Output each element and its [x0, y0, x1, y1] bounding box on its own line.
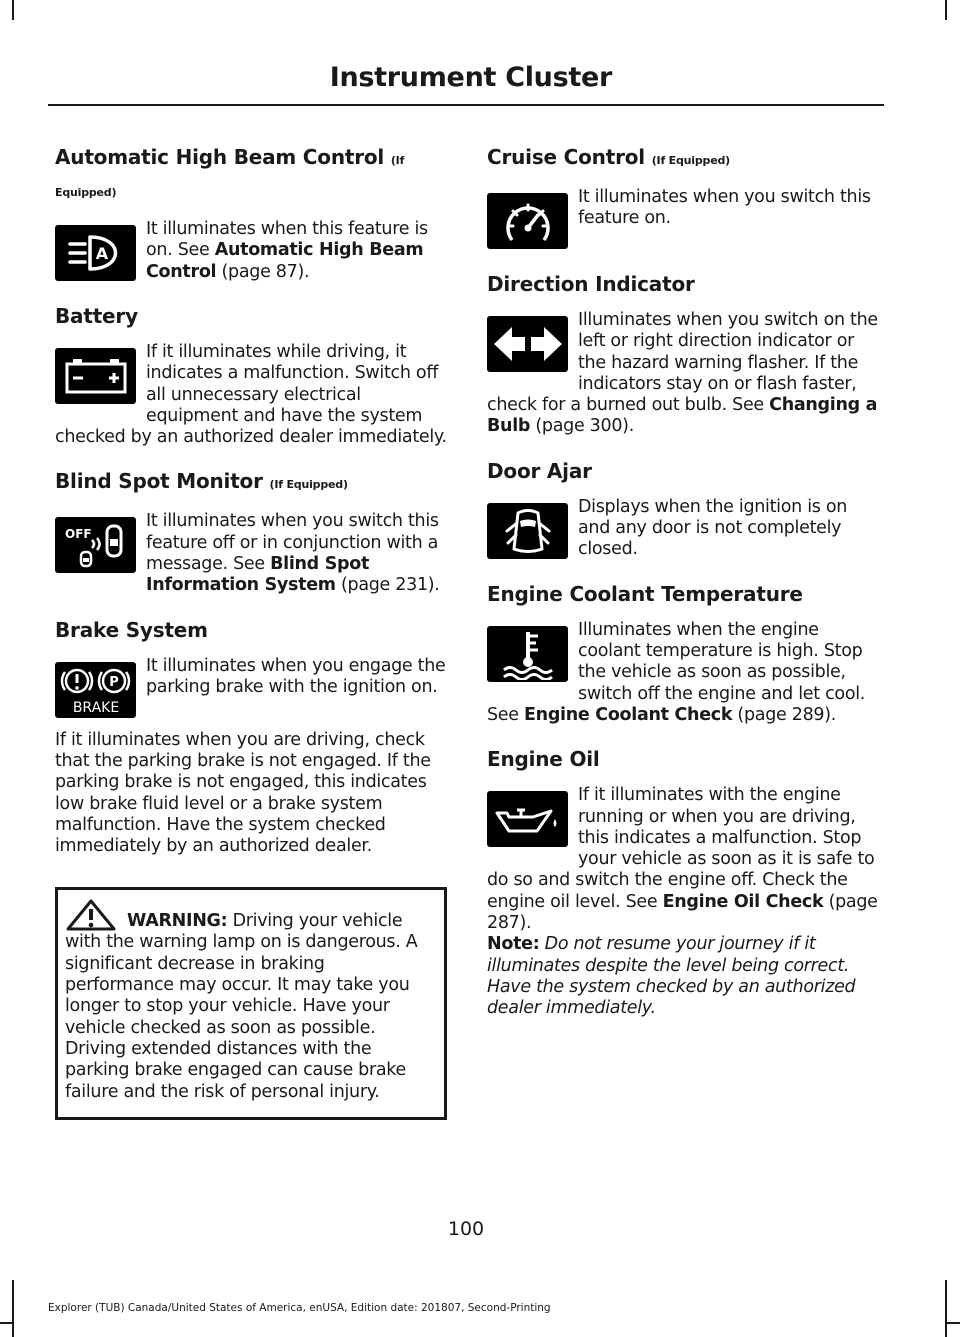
battery-icon: [55, 348, 136, 404]
warning-text: with the warning lamp on is dangerous. A significant decrease in braking performance may occur. It may take you longer to stop your vehicle. Have your vehicle checked as soon as possible. Driving extended distances with the parking brake engaged can cause brake failure and the risk of personal injury.: [65, 932, 418, 1102]
header-rule: [48, 104, 884, 106]
blind-spot-icon-label: OFF: [64, 527, 92, 542]
coolant-link[interactable]: Engine Coolant Check: [524, 704, 733, 725]
warning-box: [55, 887, 447, 1119]
direction-text: Illuminates when you switch on the left or right direction indicator or the hazard warning flasher. If the indicators stay on or flash faster, check for a burned out bulb. See Changing a Bulb (page 300).: [487, 310, 878, 437]
entry: [487, 187, 879, 251]
warning-triangle-icon: [65, 898, 117, 932]
oil-link[interactable]: Engine Oil Check: [662, 891, 824, 912]
section-high-beam: [55, 143, 447, 283]
direction-indicator-icon: [487, 316, 568, 372]
svg-text:P: P: [108, 674, 119, 690]
section-title: Door Ajar: [487, 458, 592, 483]
section-cruise: [487, 143, 879, 251]
entry: [487, 620, 879, 726]
svg-text:A: A: [95, 244, 108, 263]
brake-text-2: If it illuminates when you are driving, check that the parking brake is not engaged. If the parking brake is not engaged, this indicates low brake fluid level or a brake system malfunction. Have the system checked immediately by an authorized dealer.: [55, 729, 431, 857]
entry: [55, 219, 447, 283]
cruise-control-icon: [487, 193, 568, 249]
section-title: Cruise Control (If Equipped): [487, 145, 730, 169]
section-title: Battery: [55, 304, 138, 328]
brake-text: It illuminates when you engage the parking brake with the ignition on.: [146, 655, 446, 697]
section-coolant: [487, 580, 879, 726]
door-ajar-icon: [487, 503, 568, 559]
crop-mark-bottom-right: [945, 1280, 947, 1337]
left-column: [55, 143, 447, 1139]
direction-link[interactable]: Changing a Bulb: [487, 395, 878, 437]
crop-mark-bottom-left-h: [0, 1322, 12, 1324]
entry: [55, 656, 447, 720]
section-door: [487, 457, 879, 561]
cruise-text: It illuminates when you switch this feature on.: [578, 187, 871, 229]
section-blind-spot: [55, 467, 447, 596]
oil-note: Note: Do not resume your journey if it illuminates despite the level being correct. Have the system checked by an authorized dealer immediately.: [487, 934, 856, 1019]
blind-spot-text: It illuminates when you switch this feature off or in conjunction with a message. See Blind Spot Information System (page 231).: [146, 511, 440, 596]
warning-head: [65, 898, 436, 932]
brake-warning-icon: [55, 662, 136, 718]
page-title: Instrument Cluster: [329, 62, 612, 93]
entry: [487, 497, 879, 561]
entry: [487, 785, 879, 934]
oil-text: If it illuminates with the engine running or when you are driving, this indicates a malfunction. Stop your vehicle as soon as it is safe to do so and switch the engine off. Check the engine oil level. See Engine Oil Check (page 287).: [487, 785, 878, 934]
auto-high-beam-icon: [55, 225, 136, 281]
blind-spot-off-icon: [55, 517, 136, 573]
entry: [55, 511, 447, 596]
footer-text: Explorer (TUB) Canada/United States of America, enUSA, Edition date: 201807, Second-Printing: [48, 1302, 551, 1314]
blind-spot-link[interactable]: Blind Spot Information System: [146, 554, 370, 596]
section-title: Engine Coolant Temperature: [487, 581, 803, 606]
high-beam-text: It illuminates when this feature is on. See Automatic High Beam Control (page 87).: [146, 219, 428, 282]
section-title: Automatic High Beam Control (If Equipped): [55, 145, 405, 199]
section-title: Blind Spot Monitor (If Equipped): [55, 469, 348, 494]
high-beam-link[interactable]: Automatic High Beam Control: [146, 240, 424, 282]
coolant-temperature-icon: [487, 626, 568, 682]
section-oil: [487, 745, 879, 1019]
crop-mark-top-right: [945, 0, 947, 20]
entry: [55, 342, 447, 448]
crop-mark-bottom-left: [12, 1280, 14, 1337]
crop-mark-bottom-right-h: [947, 1322, 960, 1324]
section-title: Engine Oil: [487, 747, 600, 772]
section-direction: [487, 270, 879, 438]
crop-mark-top-left: [12, 0, 14, 20]
section-battery: [55, 302, 447, 448]
entry: [487, 310, 879, 438]
section-title: Brake System: [55, 617, 208, 642]
battery-text: If it illuminates while driving, it indicates a malfunction. Switch off all unnecessary electrical equipment and have the system checked by an authorized dealer immediately.: [55, 342, 447, 448]
warning-first-line: WARNING: Driving your vehicle: [127, 911, 403, 932]
coolant-text: Illuminates when the engine coolant temperature is high. Stop the vehicle as soon as possible, switch off the engine and let cool. See Engine Coolant Check (page 289).: [487, 619, 866, 725]
oil-can-icon: [487, 791, 568, 847]
page-number: 100: [447, 1218, 485, 1240]
right-column: [487, 143, 879, 1039]
door-text: Displays when the ignition is on and any door is not completely closed.: [578, 496, 848, 560]
brake-icon-label: BRAKE: [72, 699, 119, 716]
section-brake: [55, 616, 447, 1120]
section-title: Direction Indicator: [487, 272, 695, 296]
